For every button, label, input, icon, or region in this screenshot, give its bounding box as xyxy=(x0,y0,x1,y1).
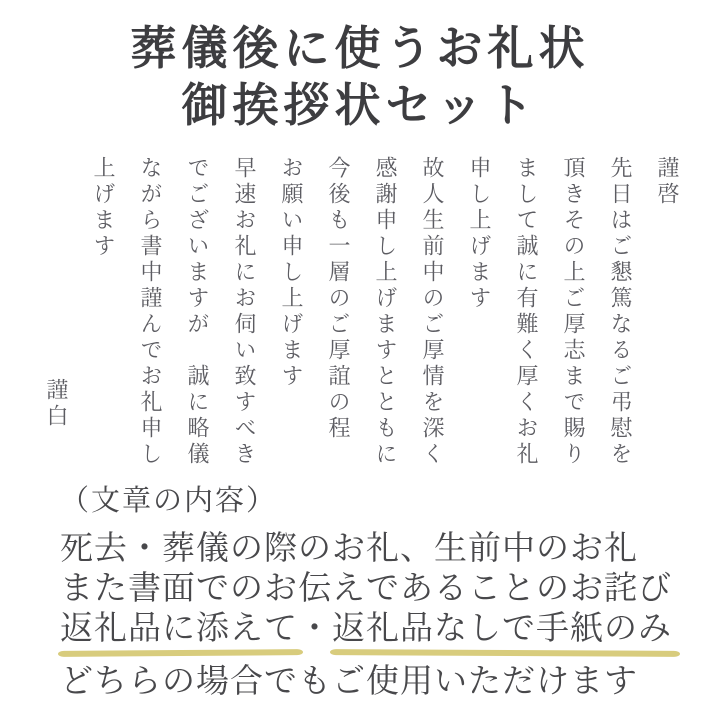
description-line-4: どちらの場合でもご使用いただけます xyxy=(60,662,638,699)
letter-opening: 謹啓 xyxy=(654,156,679,208)
description-line-1: 死去・葬儀の際のお礼、生前中のお礼 xyxy=(60,529,638,566)
description-line-3 xyxy=(60,608,700,648)
letter-preview xyxy=(32,156,690,472)
letter-column: お願い申し上げます xyxy=(278,156,303,390)
letter-column: 頂きその上ご厚志まで賜り xyxy=(560,156,585,468)
description-line-2: また書面でのお伝えであることのお詫び xyxy=(60,569,672,606)
letter-closing: 謹白 xyxy=(43,378,68,430)
letter-column: 故人生前中のご厚情を深く xyxy=(419,156,444,468)
letter-column: 申し上げます xyxy=(466,156,491,312)
letter-column: ながら書中謹んでお礼申し xyxy=(137,156,162,468)
letter-column: 上げます xyxy=(90,156,115,260)
underlined-option-1: 返礼品に添えて xyxy=(60,609,298,646)
letter-column: 早速お礼にお伺い致すべき xyxy=(231,156,256,468)
title-line-1: 葬儀後に使うお礼状 xyxy=(130,22,590,74)
letter-column: まして誠に有難く厚くお礼 xyxy=(513,156,538,468)
description-heading: （文章の内容） xyxy=(60,485,278,517)
title-line-2: 御挨拶状セット xyxy=(181,79,539,131)
letter-column: 今後も一層のご厚誼の程 xyxy=(325,156,350,442)
option-separator: ・ xyxy=(298,609,332,646)
description-block xyxy=(60,482,700,701)
letter-column: 先日はご懇篤なるご弔慰を xyxy=(607,156,632,468)
underlined-option-2: 返礼品なしで手紙のみ xyxy=(332,609,672,646)
letter-column: でございますが 誠に略儀 xyxy=(184,156,209,468)
letter-column: 感謝申し上げますとともに xyxy=(372,156,397,468)
page-title xyxy=(0,20,720,134)
